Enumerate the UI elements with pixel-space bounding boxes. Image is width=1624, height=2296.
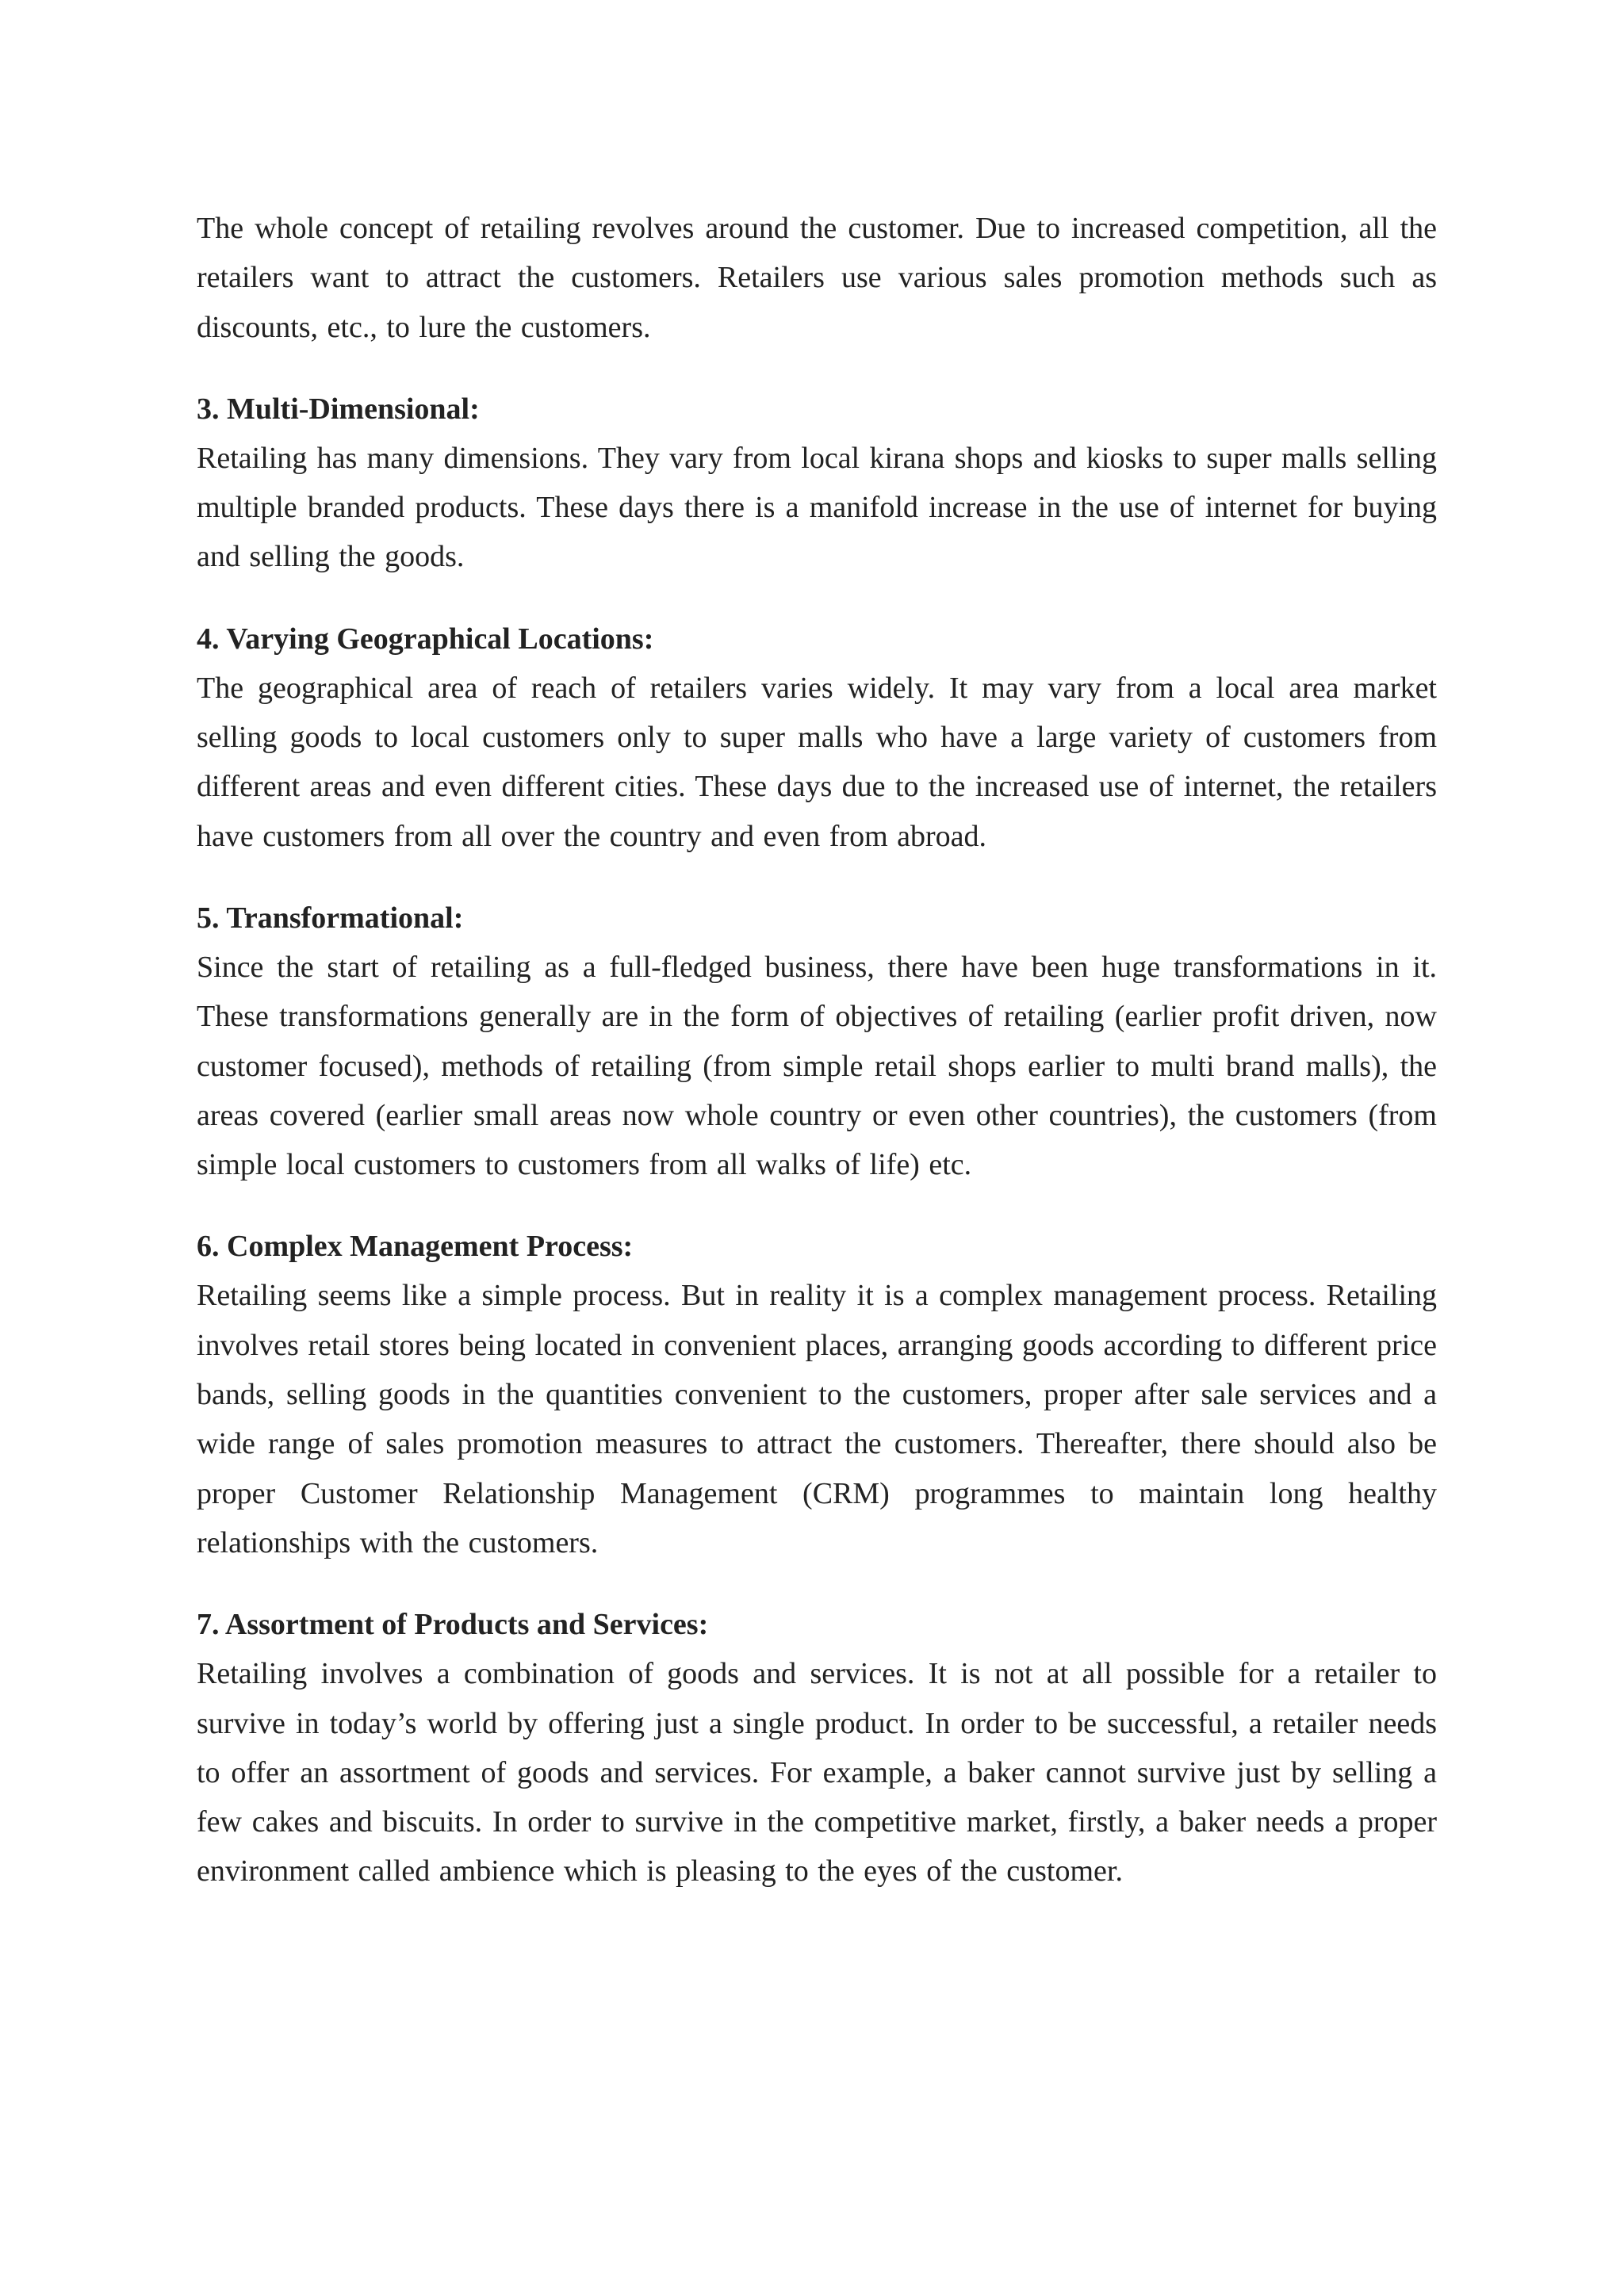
- section-heading: 3. Multi-Dimensional:: [197, 392, 480, 426]
- section-heading: 5. Transformational:: [197, 901, 464, 935]
- section-assortment-of-products-and-services: [197, 1605, 1437, 1896]
- section-body: The geographical area of reach of retailers varies widely. It may vary from a local area market selling goods to local customers only to super malls who have a large variety of customers from different areas and even different cities. These days due to the increased use of internet, the retailers have customers from all over the country and even from abroad.: [197, 671, 1437, 853]
- section-complex-management-process: [197, 1226, 1437, 1567]
- section-body: Retailing has many dimensions. They vary from local kirana shops and kiosks to super malls selling multiple branded products. These days there is a manifold increase in the use of internet for buying and selling the goods.: [197, 441, 1437, 574]
- document-page: [197, 204, 1437, 1896]
- section-body: Retailing seems like a simple process. But in reality it is a complex management process. Retailing involves retail stores being located in convenient places, arranging goods according to different price bands, selling goods in the quantities convenient to the customers, proper after sale services and a wide range of sales promotion measures to attract the customers. Thereafter, there should also be proper Customer Relationship Management (CRM) programmes to maintain long healthy relationships with the customers.: [197, 1279, 1437, 1559]
- section-heading: 6. Complex Management Process:: [197, 1230, 634, 1264]
- section-heading: 7. Assortment of Products and Services:: [197, 1608, 709, 1642]
- section-transformational: [197, 898, 1437, 1189]
- section-multi-dimensional: [197, 389, 1437, 582]
- intro-paragraph: The whole concept of retailing revolves around the customer. Due to increased competition, all the retailers want to attract the customers. Retailers use various sales promotion methods such as discounts, etc., to lure the customers.: [197, 212, 1437, 344]
- section-body: Since the start of retailing as a full-fledged business, there have been huge transformations in it. These transformations generally are in the form of objectives of retailing (earlier profit driven, now customer focused), methods of retailing (from simple retail shops earlier to multi brand malls), the areas covered (earlier small areas now whole country or even other countries), the customers (from simple local customers to customers from all walks of life) etc.: [197, 950, 1437, 1182]
- section-body: Retailing involves a combination of goods and services. It is not at all possible for a retailer to survive in today’s world by offering just a single product. In order to be successful, a retailer needs to offer an assortment of goods and services. For example, a baker cannot survive just by selling a few cakes and biscuits. In order to survive in the competitive market, firstly, a baker needs a proper environment called ambience which is pleasing to the eyes of the customer.: [197, 1657, 1437, 1888]
- section-heading: 4. Varying Geographical Locations:: [197, 622, 654, 656]
- section-varying-geographical-locations: [197, 619, 1437, 861]
